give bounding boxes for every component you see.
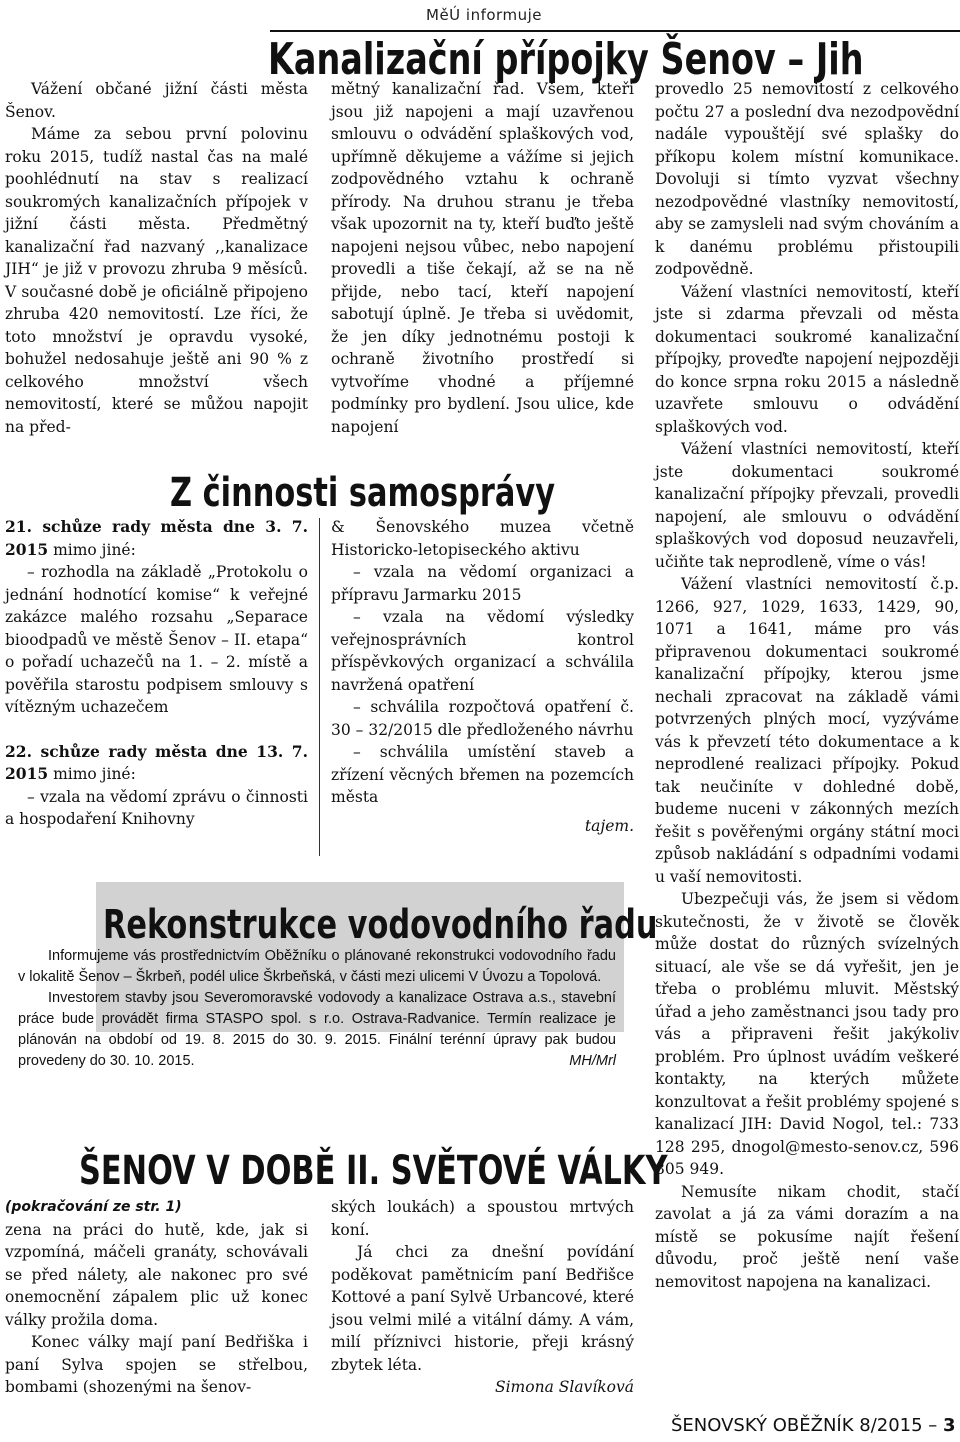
article-signature: Simona Slavíková [494,1378,634,1396]
paragraph: Vážení občané jižní části města Šenov. [5,80,308,121]
spacer [5,719,308,741]
paragraph: Informujeme vás prostřednictvím Oběžníku o plánované rekonstrukci vodovodního řadu v lokalitě Šenov – Škrbeň, podél ulice Škrbeňská, v části mezi ulicemi V Úvozu a Topolová. [18,948,616,985]
article-title-valka: ŠENOV V DOBĚ II. SVĚTOVÉ VÁLKY [79,1148,668,1194]
publication-name: ŠENOVSKÝ OBĚŽNÍK 8/2015 – [671,1415,938,1436]
paragraph: mětný kanalizační řad. Všem, kteří jsou již napojeni a mají uzavřenou smlouvu o odvádění splaškových vod, upřímně děkujeme a vážíme si jejich zodpovědného vztahu k ochraně přírody. Na druhou stranu je třeba však upozornit na ty, kteří buďto ještě napojeni nejsou vůbec, nebo napojení provedli a tiše čekají, až se na ně přijde, nebo tací, kteří napojení sabotují úplně. Je třeba si uvědomit, že jen díky jednotnému postoji k ochraně životního prostředí si vytvoříme vhodné a příjemné podmínky pro bydlení. Jsou ulice, kde napojení [331,80,634,436]
article-signature: tajem. [584,816,634,835]
resolution-item: – schválila umístění staveb a zřízení věcných břemen na pozemcích města [331,743,634,806]
header-rule [270,30,960,32]
paragraph: Ubezpečuji vás, že jsem si vědom skutečnosti, že v životě se člověk může dostat do různých svízelných situací, ale vše se dá vyřešit, jen je třeba o problému mluvit. Městský úřad a jeho zaměstnanci jsou tady pro vás a připraveni řešit jakýkoliv problém. Pro úplnost uvádím veškeré kontakty, na kterých můžete konzultovat a řešit problémy spojené s kanalizací JIH: David Nogol, tel.: 733 128 295, dnogol@mesto-senov.cz, 596 805 949. [655,890,959,1178]
article-title-samosprava: Z činnosti samosprávy [170,470,556,516]
paragraph: Vážení vlastníci nemovitostí č.p. 1266, 927, 1029, 1633, 1429, 90, 1071 a 1641, máme pro vás připravenou dokumentaci soukromé kanalizační přípojky, kterou jsme nechali zpracovat na základě vámi potvrzených plných mocí, vyzýváme vás k převzetí této dokumentace a k neprodlené realizaci přípojky. Pokud tak neučiníte v dohledné době, budeme nuceni v zákonných mezích řešit s pověřenými orgány státní moci způsob nakládání s odpadními vodami u vaší nemovitosti. [655,575,959,886]
page-number: 3 [943,1415,956,1436]
continued-note: (pokračování ze str. 1) [5,1199,182,1215]
meeting-1 [5,516,308,561]
paragraph: zena na práci do hutě, kde, jak si vzpomíná, máčeli granáty, schovávali se před nálety, ale nakonec pro své onemocnění zápalem plic už konec války prožila doma. [5,1220,308,1329]
paragraph: Konec války mají paní Bedřiška i paní Sylva spojen se střelbou, bombami (shozenými na šenov- [5,1333,308,1396]
paragraph-text: Investorem stavby jsou Severomoravské vodovody a kanalizace Ostrava a.s., stavební práce bude provádět firma STASPO spol. s r.o. Ostrava-Radvanice. Termín realizace je plánován na období od 19. 8. 2015 do 30. 9. 2015. Finální terénní úpravy pak budou provedeny do 30. 10. 2015. [18,990,616,1069]
article-signature: MH/Mrl [569,1053,616,1069]
paragraph: Vážení vlastníci nemovitostí, kteří jste dokumentaci soukromé kanalizační přípojky převzali, provedli napojení, ale smlouvu o odvádění splaškových vod doposud neuzavřeli, učiňte tak neprodleně, víme o vás! [655,440,959,571]
resolution-item: – vzala na vědomí zprávu o činnosti a hospodaření Knihovny [5,787,308,828]
article-title-kanalizace: Kanalizační přípojky Šenov – Jih [268,34,864,85]
paragraph: Vážení vlastníci nemovitostí, kteří jste si zdarma převzali od města dokumentaci soukromé kanalizační přípojky, proveďte napojení nejpozději do konce srpna roku 2015 a následně uzavřete smlouvu o odvádění splaškových vod. [655,282,959,436]
paragraph: ských loukách) a spoustou mrtvých koní. [331,1198,634,1239]
page-footer [671,1415,956,1436]
meeting-lead: mimo jiné: [48,540,136,559]
resolution-item: & Šenovského muzea včetně Historicko-letopiseckého aktivu [331,518,634,559]
article4-column-1 [5,1196,308,1399]
column-divider [319,518,320,856]
article-title-vodovod: Rekonstrukce vodovodního řadu [103,902,658,948]
resolution-item: – vzala na vědomí organizaci a přípravu Jarmarku 2015 [331,563,634,604]
article1-column-2 [331,78,634,438]
meeting-lead: mimo jiné: [48,765,136,783]
running-head: MěÚ informuje [426,6,542,24]
article1-column-3 [655,78,959,1293]
meeting-heading: 22. schůze rady města dne 13. 7. 2015 [5,741,308,783]
resolution-item: – rozhodla na základě „Protokolu o jednání hodnotící komise“ k veřejné zakázce malého rozsahu „Separace bioodpadů ve městě Šenov – II. etapa“ o pořadí uchazečů na 1. – 2. místě a pověřila starostu podpisem smlouvy s vítězným uchazečem [5,563,308,716]
article2-column-1 [5,516,308,831]
resolution-item: – schválila rozpočtová opatření č. 30 – 32/2015 dle předloženého návrhu [331,698,634,739]
paragraph: Já chci za dnešní povídání poděkovat pamětnicím paní Bedřišce Kottové a paní Sylvě Urbancové, které jsou velmi milé a vitální dámy. A vám, milí příznivci historie, přeji krásný zbytek léta. [331,1243,634,1374]
article4-column-2 [331,1196,634,1399]
paragraph: Máme za sebou první polovinu roku 2015, tudíž nastal čas na malé poohlédnutí na stav s realizací soukromých kanalizačních přípojek v jižní části města. Předmětný kanalizační řad nazvaný ,,kanalizace JIH“ je již v provozu zhruba 9 měsíců. V současné době je oficiálně připojeno zhruba 420 nemovitostí. Lze říci, že toto množství je opravdu vysoké, bohužel nedosahuje ještě ani 90 % z celkového množství všech nemovitostí, které se můžou napojit na před- [5,125,308,436]
paragraph: provedlo 25 nemovitostí z celkového počtu 27 a poslední dva nezodpovědní nadále vypouštějí své splašky do příkopu kolem místní komunikace. Dovoluji si tímto vyzvat všechny nezodpovědné vlastníky nemovitostí, aby se zamysleli nad svým chováním a k danému problému přistoupili zodpovědně. [655,80,959,278]
meeting-heading: 21. schůze rady města dne 3. 7. 2015 [5,517,308,559]
paragraph: Nemusíte nikam chodit, stačí zavolat a já za vámi dorazím a na místě se pokusíme najít řešení důvodu, proč ještě není vaše nemovitost napojena na kanalizaci. [655,1182,959,1291]
meeting-2 [5,741,308,786]
resolution-item: – vzala na vědomí výsledky veřejnosprávních kontrol příspěvkových organizací a schválila navržená opatření [331,608,634,694]
article2-column-2 [331,516,634,837]
article1-column-1 [5,78,308,438]
paragraph [18,988,616,1072]
article3-body [18,946,616,1072]
